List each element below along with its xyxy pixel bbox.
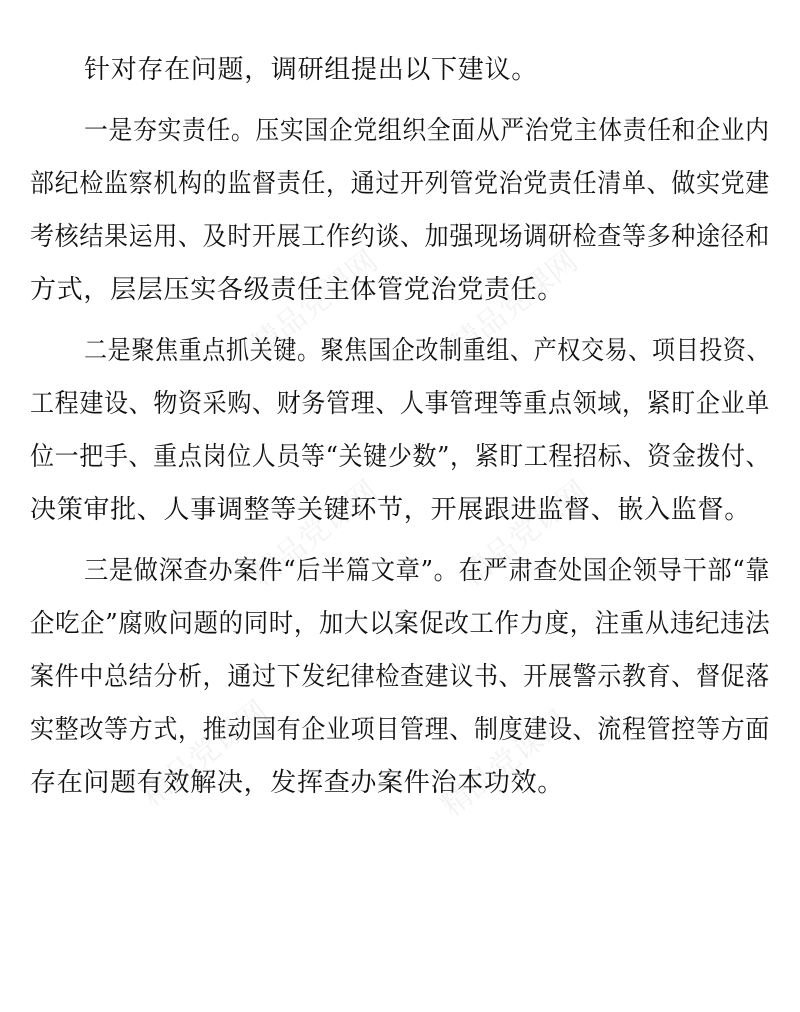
text-line: 二是聚焦重点抓关键。聚焦国企改制重组、产权交易、项目投资、 <box>84 336 771 366</box>
text-line: 考核结果运用、及时开展工作约谈、加强现场调研检查等多种途径和 <box>30 222 770 252</box>
watermark: 精品党课网 <box>134 693 275 814</box>
text-line: 一是夯实责任。压实国企党组织全面从严治党主体责任和企业内 <box>84 116 770 146</box>
text-line: 方式，层层压实各级责任主体管党治党责任。 <box>30 275 565 305</box>
text-line: 部纪检监察机构的监督责任，通过开列管党治党责任清单、做实党建 <box>30 169 770 199</box>
text-line: 位一把手、重点岗位人员等“关键少数”，紧盯工程招标、资金拨付、 <box>30 442 771 472</box>
watermark: 精品党课网 <box>244 243 385 364</box>
watermark: 精品党课网 <box>244 473 385 594</box>
text-line: 实整改等方式，推动国有企业项目管理、制度建设、流程管控等方面 <box>30 715 770 745</box>
text-line: 三是做深查办案件“后半篇文章”。在严肃查处国企领导干部“靠 <box>84 556 771 586</box>
text-line: 决策审批、人事调整等关键环节，开展跟进监督、嵌入监督。 <box>30 495 751 525</box>
watermark: 精品党课网 <box>434 703 575 824</box>
watermark: 精品党课网 <box>454 473 595 594</box>
text-line: 企吃企”腐败问题的同时，加大以案促改工作力度，注重从违纪违法 <box>30 609 771 639</box>
text-line: 存在问题有效解决，发挥查办案件治本功效。 <box>30 768 565 798</box>
text-line: 针对存在问题，调研组提出以下建议。 <box>84 55 538 85</box>
text-line: 案件中总结分析，通过下发纪律检查建议书、开展警示教育、督促落 <box>30 662 770 692</box>
watermark: 精品党课网 <box>444 243 585 364</box>
text-line: 工程建设、物资采购、财务管理、人事管理等重点领域，紧盯企业单 <box>30 389 770 419</box>
